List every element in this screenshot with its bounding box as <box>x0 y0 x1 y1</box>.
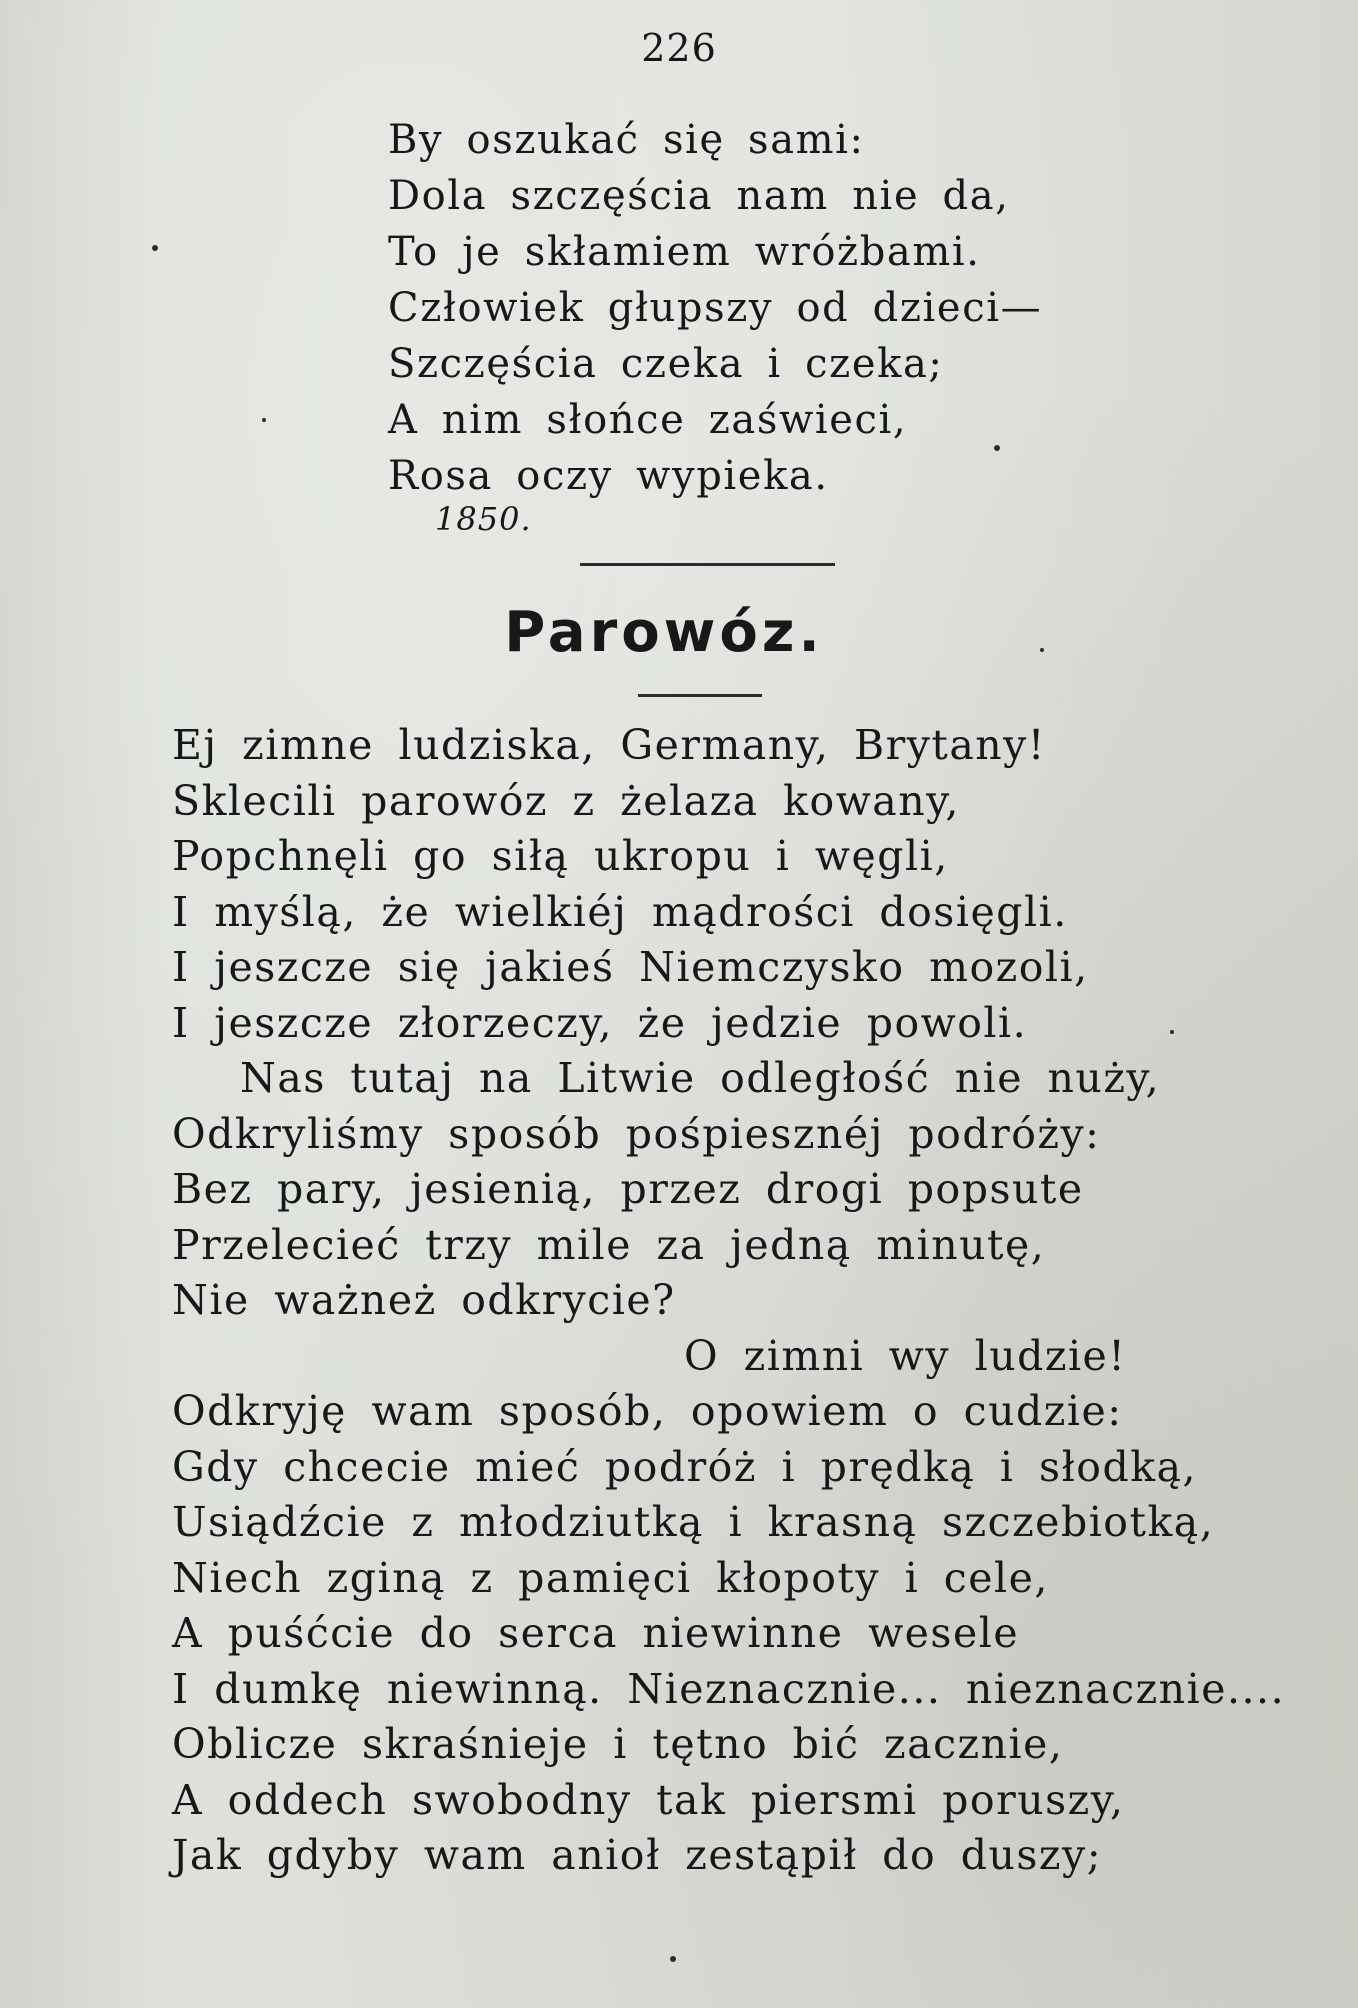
poem-date: 1850. <box>435 500 532 538</box>
poem-line: Człowiek głupszy od dzieci— <box>388 285 1043 331</box>
poem-line: Bez pary, jesienią, przez drogi popsute <box>172 1165 1084 1213</box>
poem-line: I jeszcze złorzeczy, że jedzie powoli. <box>172 998 1028 1047</box>
poem-line: Oblicze skraśnieje i tętno bić zacznie, <box>172 1720 1064 1768</box>
poem-line: I jeszcze się jakieś Niemczysko mozoli, <box>172 943 1089 991</box>
poem-line: Popchnęli go siłą ukropu i węgli, <box>172 832 949 880</box>
poem-line: Przelecieć trzy mile za jedną minutę, <box>172 1220 1046 1269</box>
poem-line: To je skłamiem wróżbami. <box>388 229 981 275</box>
poem-line: I dumkę niewinną. Nieznacznie... nieznacznie.... <box>172 1664 1286 1713</box>
poem-line: Jak gdyby wam anioł zestąpił do duszy; <box>172 1831 1103 1879</box>
poem-line: Sklecili parowóz z żelaza kowany, <box>172 776 960 825</box>
poem-line: Ej zimne ludziska, Germany, Brytany! <box>172 721 1046 769</box>
poem-line: Gdy chcecie mieć podróż i prędką i słodką, <box>172 1442 1198 1491</box>
paper-speck <box>152 245 158 251</box>
poem-line: O zimni wy ludzie! <box>684 1331 1127 1380</box>
paper-speck <box>670 1956 676 1962</box>
poem-line: Odkryliśmy sposób pośpiesznéj podróży: <box>172 1109 1101 1158</box>
stanza-1 <box>172 718 1322 1051</box>
poem-line: Nas tutaj na Litwie odległość nie nuży, <box>240 1054 1161 1102</box>
poem-line: A nim słońce zaświeci, <box>388 397 908 443</box>
poem-title: Parowóz. <box>504 600 824 665</box>
title-underline <box>638 694 762 697</box>
poem-line: Nie ważneż odkrycie? <box>172 1276 676 1324</box>
poem-line: Usiądźcie z młodziutką i krasną szczebiotką, <box>172 1498 1215 1546</box>
poem-line: Odkryję wam sposób, opowiem o cudzie: <box>172 1387 1123 1435</box>
paper-speck <box>1040 648 1044 652</box>
poem-fragment <box>388 112 1208 504</box>
poem-line: A puśćcie do serca niewinne wesele <box>172 1609 1020 1657</box>
paper-speck <box>1170 1030 1174 1034</box>
poem-line: Rosa oczy wypieka. <box>388 453 829 499</box>
paper-speck <box>262 418 266 422</box>
poem-line: A oddech swobodny tak piersmi poruszy, <box>172 1775 1125 1824</box>
poem-line: By oszukać się sami: <box>388 117 865 163</box>
poem-line: Niech zginą z pamięci kłopoty i cele, <box>172 1553 1049 1602</box>
poem-line: I myślą, że wielkiéj mądrości dosięgli. <box>172 887 1068 936</box>
poem-line: Dola szczęścia nam nie da, <box>388 173 1010 219</box>
page-number: 226 <box>641 26 717 70</box>
paper-speck <box>994 445 1000 451</box>
poem-line: Szczęścia czeka i czeka; <box>388 341 944 387</box>
stanza-2 <box>172 1051 1322 1329</box>
stanza-3 <box>172 1329 1322 1884</box>
section-divider <box>580 563 835 566</box>
poem-parowoz <box>172 718 1322 1884</box>
